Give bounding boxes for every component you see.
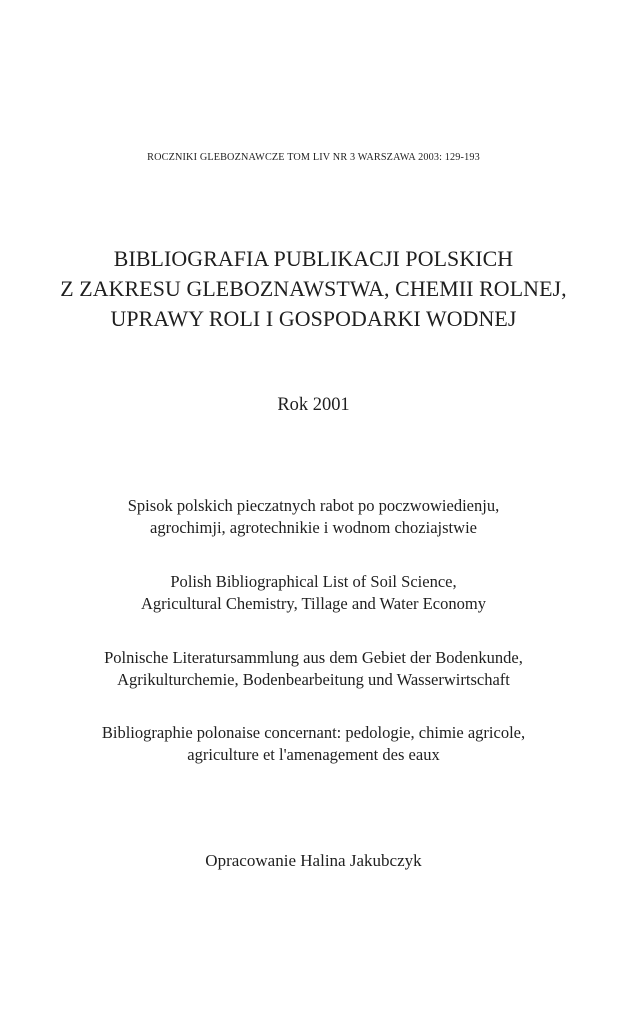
subtitle-line: Agrikulturchemie, Bodenbearbeitung und Wasserwirtschaft [117, 670, 510, 689]
subtitle-french [0, 722, 627, 766]
subtitle-line: agriculture et l'amenagement des eaux [187, 745, 440, 764]
journal-header [0, 151, 627, 165]
main-title-line: Z ZAKRESU GLEBOZNAWSTWA, CHEMII ROLNEJ, [60, 277, 567, 301]
journal-header-text: ROCZNIKI GLEBOZNAWCZE TOM LIV NR 3 WARSZAWA 2003: 129-193 [147, 152, 480, 163]
main-title-line: BIBLIOGRAFIA PUBLIKACJI POLSKICH [113, 247, 514, 271]
publication-year-text: Rok 2001 [277, 394, 350, 414]
subtitle-english [0, 571, 627, 615]
subtitle-line: Polnische Literatursammlung aus dem Gebiet der Bodenkunde, [104, 648, 523, 667]
subtitle-line: Bibliographie polonaise concernant: pedologie, chimie agricole, [101, 723, 526, 742]
publication-year [0, 392, 627, 416]
subtitle-line: agrochimji, agrotechnikie i wodnom choziajstwie [149, 518, 477, 537]
subtitle-line: Spisok polskich pieczatnych rabot po poczwowiedienju, [127, 496, 500, 515]
main-title-line: UPRAWY ROLI I GOSPODARKI WODNEJ [110, 307, 517, 331]
subtitle-line: Agricultural Chemistry, Tillage and Water Economy [141, 594, 486, 613]
subtitle-russian [0, 495, 627, 539]
author-credit-text: Opracowanie Halina Jakubczyk [205, 851, 422, 870]
author-credit [0, 850, 627, 872]
subtitle-german [0, 647, 627, 691]
subtitle-line: Polish Bibliographical List of Soil Science, [170, 572, 457, 591]
main-title [0, 244, 627, 334]
